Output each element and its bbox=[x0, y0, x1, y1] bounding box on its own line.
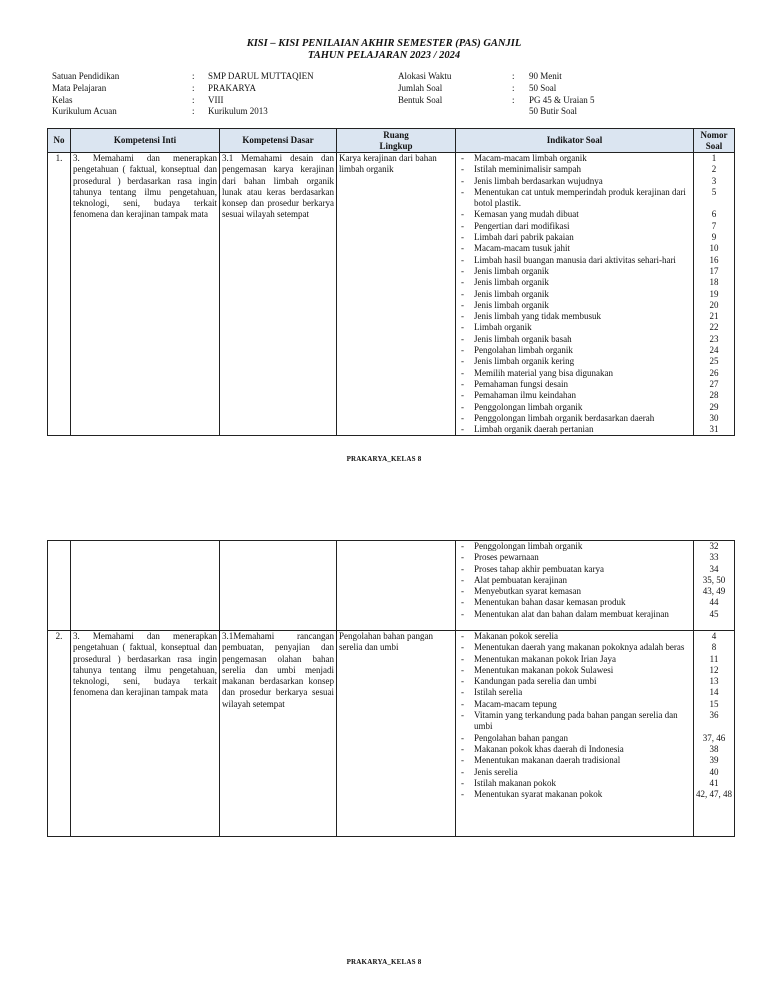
nomor-soal: 29 bbox=[709, 401, 719, 412]
info-row: Kelas : VIII bbox=[52, 94, 224, 105]
nomor-soal: 30 bbox=[709, 412, 719, 423]
indikator-item bbox=[458, 642, 691, 653]
nomor-cell bbox=[694, 631, 735, 837]
kompetensi-dasar-cell: 3.1Memahami rancangan pembuatan, penyajian dan pengemasan olahan bahan serelia dan umbi menjadi makanan berdasarkan konsep dan prosedur berkarya sesuai wilayah setempat bbox=[220, 631, 337, 837]
indikator-text: Menentukan alat dan bahan dalam membuat kerajinan bbox=[474, 608, 669, 619]
indikator-text: Proses tahap akhir pembuatan karya bbox=[474, 563, 604, 574]
indikator-item bbox=[458, 541, 691, 552]
indikator-text: Limbah organik bbox=[474, 322, 532, 333]
indikator-item bbox=[458, 153, 691, 164]
indikator-item bbox=[458, 390, 691, 401]
indikator-item bbox=[458, 209, 691, 220]
indikator-cell bbox=[456, 631, 694, 837]
dash-bullet: - bbox=[461, 586, 464, 597]
indikator-text: Limbah organik daerah pertanian bbox=[474, 424, 594, 435]
indikator-text: Istilah makanan pokok bbox=[474, 777, 556, 788]
indikator-item bbox=[458, 289, 691, 300]
info-row: Mata Pelajaran : PRAKARYA bbox=[52, 82, 257, 93]
indikator-text: Macam-macam tepung bbox=[474, 698, 557, 709]
nomor-list bbox=[696, 541, 732, 620]
nomor-soal: 22 bbox=[709, 322, 719, 333]
kisi-table-page1 bbox=[47, 128, 735, 436]
dash-bullet: - bbox=[461, 186, 464, 197]
dash-bullet: - bbox=[461, 552, 464, 563]
dash-bullet: - bbox=[461, 743, 464, 754]
nomor-soal: 4 bbox=[711, 631, 717, 641]
dash-bullet: - bbox=[461, 642, 464, 653]
indikator-item bbox=[458, 575, 691, 586]
document-subtitle: TAHUN PELAJARAN 2023 / 2024 bbox=[307, 50, 461, 61]
table-header-row bbox=[48, 129, 735, 153]
indikator-text: Menentukan bahan dasar kemasan produk bbox=[474, 597, 626, 608]
indikator-text: Jenis serelia bbox=[474, 766, 518, 777]
indikator-text: Jenis limbah organik kering bbox=[474, 356, 575, 367]
document-title: KISI – KISI PENILAIAN AKHIR SEMESTER (PAS) GANJIL bbox=[246, 38, 522, 49]
header-ki: Kompetensi Inti bbox=[71, 129, 220, 153]
indikator-text: Jenis limbah organik basah bbox=[474, 333, 572, 344]
indikator-text: Menentukan makanan daerah tradisional bbox=[474, 755, 621, 766]
nomor-soal: 14 bbox=[709, 687, 719, 698]
indikator-text: Menentukan cat untuk memperindah produk kerajinan dari botol plastik. bbox=[474, 186, 686, 209]
indikator-item bbox=[458, 744, 691, 755]
dash-bullet: - bbox=[461, 254, 464, 265]
nomor-cell bbox=[694, 153, 735, 436]
info-row: 50 Butir Soal bbox=[529, 106, 578, 117]
indikator-item bbox=[458, 379, 691, 390]
nomor-soal: 8 bbox=[711, 642, 717, 653]
dash-bullet: - bbox=[461, 164, 464, 175]
dash-bullet: - bbox=[461, 265, 464, 276]
indikator-item bbox=[458, 322, 691, 333]
indikator-text: Jenis limbah yang tidak membusuk bbox=[474, 311, 601, 322]
indikator-text: Makanan pokok serelia bbox=[474, 631, 558, 641]
header-indikator: Indikator Soal bbox=[456, 129, 694, 153]
row-number: 2. bbox=[48, 631, 71, 837]
indikator-item bbox=[458, 300, 691, 311]
ruang-lingkup-cell bbox=[337, 541, 456, 631]
dash-bullet: - bbox=[461, 412, 464, 423]
dash-bullet: - bbox=[461, 322, 464, 333]
dash-bullet: - bbox=[461, 608, 464, 619]
indikator-text: Limbah dari pabrik pakaian bbox=[474, 232, 574, 243]
dash-bullet: - bbox=[461, 345, 464, 356]
indikator-item bbox=[458, 176, 691, 187]
nomor-soal: 33 bbox=[709, 552, 719, 563]
indikator-item bbox=[458, 665, 691, 676]
nomor-soal: 6 bbox=[711, 209, 717, 220]
indikator-item bbox=[458, 402, 691, 413]
indikator-text: Jenis limbah berdasarkan wujudnya bbox=[474, 175, 603, 186]
indikator-item bbox=[458, 710, 691, 733]
nomor-soal: 15 bbox=[709, 698, 719, 709]
dash-bullet: - bbox=[461, 698, 464, 709]
indikator-text: Menyebutkan syarat kemasan bbox=[474, 586, 581, 597]
indikator-text: Menentukan syarat makanan pokok bbox=[474, 789, 603, 800]
info-right bbox=[398, 71, 595, 118]
indikator-item bbox=[458, 334, 691, 345]
dash-bullet: - bbox=[461, 777, 464, 788]
dash-bullet: - bbox=[461, 541, 464, 551]
indikator-item bbox=[458, 232, 691, 243]
indikator-text: Istilah serelia bbox=[474, 687, 523, 698]
indikator-text: Penggolongan limbah organik berdasarkan daerah bbox=[474, 412, 655, 423]
nomor-soal: 31 bbox=[709, 424, 719, 435]
nomor-soal: 10 bbox=[709, 243, 719, 254]
indikator-text: Pengolahan bahan pangan bbox=[474, 732, 568, 743]
nomor-soal: 27 bbox=[709, 378, 719, 389]
indikator-item bbox=[458, 368, 691, 379]
nomor-list bbox=[696, 631, 732, 800]
info-row: Satuan Pendidikan : SMP DARUL MUTTAQIEN bbox=[52, 71, 314, 81]
dash-bullet: - bbox=[461, 710, 464, 721]
indikator-text: Menentukan makanan pokok Irian Jaya bbox=[474, 653, 616, 664]
indikator-item bbox=[458, 789, 691, 800]
nomor-soal: 18 bbox=[709, 277, 719, 288]
dash-bullet: - bbox=[461, 243, 464, 254]
indikator-item bbox=[458, 187, 691, 210]
dash-bullet: - bbox=[461, 333, 464, 344]
nomor-soal: 16 bbox=[709, 254, 719, 265]
dash-bullet: - bbox=[461, 631, 464, 641]
header-ruang-lingkup: Ruang Lingkup bbox=[337, 129, 456, 153]
ruang-lingkup-cell: Pengolahan bahan pangan serelia dan umbi bbox=[337, 631, 456, 837]
indikator-text: Limbah hasil buangan manusia dari aktivitas sehari-hari bbox=[474, 254, 676, 265]
indikator-text: Kandungan pada serelia dan umbi bbox=[474, 676, 597, 687]
nomor-soal: 28 bbox=[709, 390, 719, 401]
indikator-item bbox=[458, 243, 691, 254]
indikator-item bbox=[458, 564, 691, 575]
indikator-item bbox=[458, 311, 691, 322]
indikator-item bbox=[458, 356, 691, 367]
dash-bullet: - bbox=[461, 311, 464, 322]
kompetensi-dasar-cell: 3.1 Memahami desain dan pengemasan karya kerajinan dari bahan limbah organik lunak atau keras berdasarkan konsep dan prosedur berkarya sesuai wilayah setempat bbox=[220, 153, 337, 436]
indikator-text: Memilih material yang bisa digunakan bbox=[474, 367, 613, 378]
indikator-item bbox=[458, 631, 691, 642]
nomor-soal: 44 bbox=[709, 597, 719, 608]
indikator-text: Penggolongan limbah organik bbox=[474, 541, 583, 551]
indikator-text: Macam-macam tusuk jahit bbox=[474, 243, 570, 254]
nomor-soal: 41 bbox=[709, 777, 719, 788]
dash-bullet: - bbox=[461, 277, 464, 288]
nomor-soal: 39 bbox=[709, 755, 719, 766]
indikator-item bbox=[458, 778, 691, 789]
dash-bullet: - bbox=[461, 687, 464, 698]
dash-bullet: - bbox=[461, 653, 464, 664]
nomor-soal: 13 bbox=[709, 676, 719, 687]
info-row: Kurikulum Acuan : Kurikulum 2013 bbox=[52, 106, 268, 117]
indikator-item bbox=[458, 164, 691, 175]
row-number bbox=[48, 541, 71, 631]
ruang-lingkup-cell: Karya kerajinan dari bahan limbah organik bbox=[337, 153, 456, 436]
nomor-soal: 7 bbox=[711, 220, 717, 231]
indikator-item bbox=[458, 277, 691, 288]
nomor-soal: 2 bbox=[711, 164, 717, 175]
indikator-list bbox=[458, 631, 691, 800]
indikator-item bbox=[458, 345, 691, 356]
kisi-table-page2 bbox=[47, 540, 735, 837]
kompetensi-inti-cell: 3. Memahami dan menerapkan pengetahuan ( faktual, konseptual dan prosedural ) berdasarkan rasa ingin tahunya tentang ilmu pengetahuan, teknologi, seni, budaya terkait fenomena dan kerajinan tampak mata bbox=[71, 153, 220, 436]
dash-bullet: - bbox=[461, 299, 464, 310]
indikator-item bbox=[458, 586, 691, 597]
dash-bullet: - bbox=[461, 356, 464, 367]
indikator-item bbox=[458, 767, 691, 778]
nomor-cell bbox=[694, 541, 735, 631]
info-row: Jumlah Soal : 50 Soal bbox=[398, 82, 557, 93]
indikator-item bbox=[458, 413, 691, 424]
dash-bullet: - bbox=[461, 766, 464, 777]
indikator-text: Vitamin yang terkandung pada bahan pangan serelia dan umbi bbox=[474, 710, 678, 732]
indikator-item bbox=[458, 609, 691, 620]
nomor-soal: 40 bbox=[709, 766, 719, 777]
nomor-soal: 12 bbox=[709, 664, 719, 675]
nomor-soal: 17 bbox=[709, 265, 719, 276]
indikator-item bbox=[458, 552, 691, 563]
nomor-list bbox=[696, 153, 732, 435]
dash-bullet: - bbox=[461, 424, 464, 435]
indikator-text: Penggolongan limbah organik bbox=[474, 401, 583, 412]
kompetensi-dasar-cell bbox=[220, 541, 337, 631]
indikator-text: Alat pembuatan kerajinan bbox=[474, 574, 567, 585]
dash-bullet: - bbox=[461, 676, 464, 687]
indikator-text: Macam-macam limbah organik bbox=[474, 153, 587, 163]
indikator-text: Pengolahan limbah organik bbox=[474, 345, 573, 356]
page-footer: PRAKARYA_KELAS 8 bbox=[346, 455, 422, 463]
dash-bullet: - bbox=[461, 664, 464, 675]
indikator-text: Jenis limbah organik bbox=[474, 288, 549, 299]
indikator-cell bbox=[456, 541, 694, 631]
dash-bullet: - bbox=[461, 563, 464, 574]
dash-bullet: - bbox=[461, 789, 464, 800]
indikator-text: Jenis limbah organik bbox=[474, 277, 549, 288]
nomor-soal: 3 bbox=[711, 175, 717, 186]
nomor-soal: 37, 46 bbox=[702, 732, 726, 743]
dash-bullet: - bbox=[461, 175, 464, 186]
indikator-item bbox=[458, 676, 691, 687]
dash-bullet: - bbox=[461, 288, 464, 299]
indikator-item bbox=[458, 424, 691, 435]
indikator-text: Kemasan yang mudah dibuat bbox=[474, 209, 579, 220]
dash-bullet: - bbox=[461, 220, 464, 231]
dash-bullet: - bbox=[461, 597, 464, 608]
indikator-item bbox=[458, 654, 691, 665]
dash-bullet: - bbox=[461, 153, 464, 163]
dash-bullet: - bbox=[461, 390, 464, 401]
kompetensi-inti-cell bbox=[71, 541, 220, 631]
indikator-text: Jenis limbah organik bbox=[474, 265, 549, 276]
indikator-text: Menentukan makanan pokok Sulawesi bbox=[474, 664, 614, 675]
nomor-soal: 11 bbox=[709, 653, 719, 664]
nomor-soal: 5 bbox=[711, 186, 717, 197]
indikator-item bbox=[458, 687, 691, 698]
dash-bullet: - bbox=[461, 574, 464, 585]
dash-bullet: - bbox=[461, 378, 464, 389]
indikator-text: Pemahaman ilmu keindahan bbox=[474, 390, 576, 401]
nomor-soal: 9 bbox=[711, 232, 717, 243]
page-footer: PRAKARYA_KELAS 8 bbox=[346, 958, 422, 966]
table-row bbox=[48, 153, 735, 436]
indikator-item bbox=[458, 266, 691, 277]
dash-bullet: - bbox=[461, 755, 464, 766]
nomor-soal: 34 bbox=[709, 563, 719, 574]
nomor-soal: 42, 47, 48 bbox=[696, 789, 732, 800]
kompetensi-inti-cell: 3. Memahami dan menerapkan pengetahuan ( faktual, konseptual dan prosedural ) berdasarkan rasa ingin tahunya tentang ilmu pengetahuan, teknologi, seni, budaya terkait fenomena dan kerajinan tampak mata bbox=[71, 631, 220, 837]
nomor-soal: 21 bbox=[709, 311, 719, 322]
indikator-item bbox=[458, 597, 691, 608]
table-row bbox=[48, 541, 735, 631]
indikator-list bbox=[458, 153, 691, 435]
info-left bbox=[52, 71, 314, 118]
nomor-soal: 38 bbox=[709, 743, 719, 754]
indikator-text: Menentukan daerah yang makanan pokoknya adalah beras bbox=[474, 642, 685, 653]
indikator-text: Pengertian dari modifikasi bbox=[474, 220, 570, 231]
info-row: Alokasi Waktu : 90 Menit bbox=[398, 71, 562, 81]
indikator-text: Makanan pokok khas daerah di Indonesia bbox=[474, 743, 624, 754]
header-no: No bbox=[48, 129, 71, 153]
indikator-item bbox=[458, 221, 691, 232]
nomor-soal: 36 bbox=[709, 710, 719, 721]
nomor-soal: 24 bbox=[709, 345, 719, 356]
nomor-soal: 20 bbox=[709, 299, 719, 310]
nomor-soal: 19 bbox=[709, 288, 719, 299]
indikator-text: Jenis limbah organik bbox=[474, 299, 549, 310]
indikator-text: Istilah meminimalisir sampah bbox=[474, 164, 581, 175]
header-kd: Kompetensi Dasar bbox=[220, 129, 337, 153]
indikator-text: Proses pewarnaan bbox=[474, 552, 539, 563]
nomor-soal: 43, 49 bbox=[702, 586, 726, 597]
info-row: Bentuk Soal : PG 45 & Uraian 5 bbox=[398, 94, 595, 105]
dash-bullet: - bbox=[461, 232, 464, 243]
dash-bullet: - bbox=[461, 209, 464, 220]
nomor-soal: 25 bbox=[709, 356, 719, 367]
table-row bbox=[48, 631, 735, 837]
row-number: 1. bbox=[48, 153, 71, 436]
indikator-item bbox=[458, 755, 691, 766]
nomor-soal: 23 bbox=[709, 333, 719, 344]
nomor-soal: 26 bbox=[709, 367, 719, 378]
indikator-cell bbox=[456, 153, 694, 436]
indikator-item bbox=[458, 255, 691, 266]
indikator-list bbox=[458, 541, 691, 620]
dash-bullet: - bbox=[461, 732, 464, 743]
header-nomor: Nomor Soal bbox=[694, 129, 735, 153]
indikator-text: Pemahaman fungsi desain bbox=[474, 378, 568, 389]
dash-bullet: - bbox=[461, 367, 464, 378]
indikator-item bbox=[458, 699, 691, 710]
nomor-soal: 1 bbox=[711, 153, 717, 163]
indikator-item bbox=[458, 733, 691, 744]
nomor-soal: 45 bbox=[709, 608, 719, 619]
nomor-soal: 32 bbox=[709, 541, 719, 551]
nomor-soal: 35, 50 bbox=[702, 574, 726, 585]
dash-bullet: - bbox=[461, 401, 464, 412]
